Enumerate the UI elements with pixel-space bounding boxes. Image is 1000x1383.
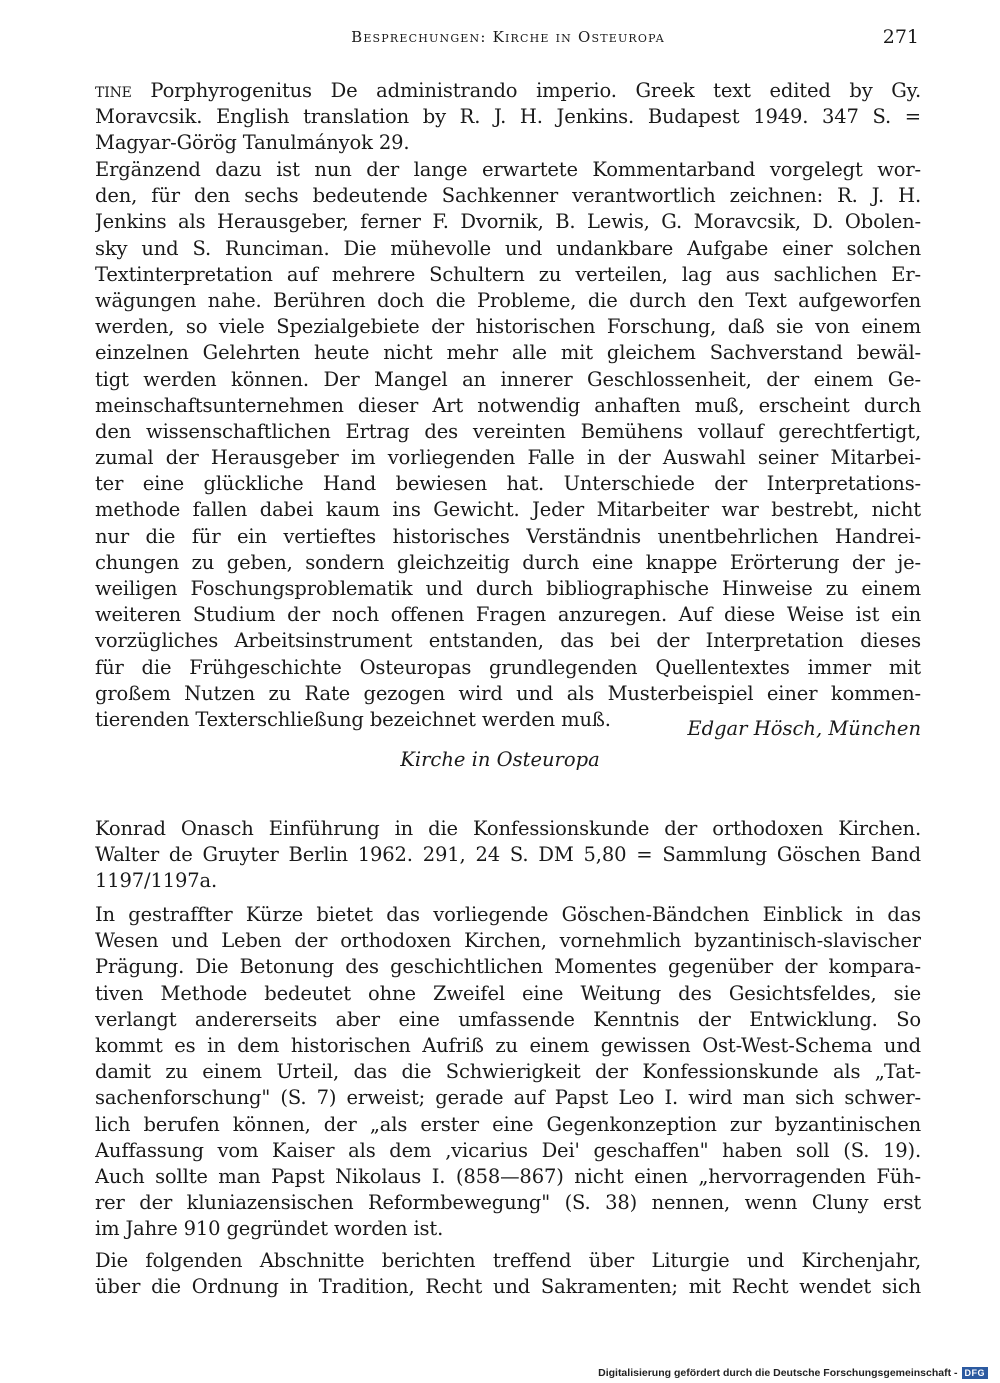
text-line: Auffassung vom Kaiser als dem ‚vicarius Dei' geschaffen" haben soll (S. 19). — [95, 1138, 921, 1162]
running-title: Besprechungen: Kirche in Osteuropa — [351, 28, 665, 46]
text-line: tiven Methode bedeutet ohne Zweifel eine Weitung des Gesichtsfeldes, sie — [95, 981, 921, 1005]
text-line: zumal der Herausgeber im vorliegenden Falle in der Auswahl seiner Mitarbei- — [95, 446, 921, 470]
footer-text: Digitalisierung gefördert durch die Deutsche Forschungsgemeinschaft - — [598, 1367, 958, 1379]
text-line: Ergänzend dazu ist nun der lange erwartete Kommentarband vorgelegt wor- — [95, 158, 921, 181]
text-line: In gestraffter Kürze bietet das vorliegende Göschen-Bändchen Einblick in das — [95, 903, 921, 926]
text-line: damit zu einem Urteil, das die Schwierigkeit der Konfessionskunde als „Tat- — [95, 1060, 921, 1084]
text-line: verlangt andererseits aber eine umfassende Kenntnis der Entwicklung. So — [95, 1007, 921, 1031]
citation-line — [95, 78, 921, 104]
review2-body-continued — [95, 1248, 921, 1300]
text-line: methode fallen dabei kaum ins Gewicht. Jeder Mitarbeiter war bestrebt, nicht — [95, 498, 921, 522]
text-line: einzelnen Gelehrten heute nicht mehr alle mit gleichem Sachverstand bewäl- — [95, 341, 921, 365]
running-header — [95, 28, 921, 52]
citation-line: Moravcsik. English translation by R. J. H. Jenkins. Budapest 1949. 347 S. = — [95, 105, 921, 129]
text-line: Konrad Onasch Einführung in die Konfessionskunde der orthodoxen Kirchen. — [95, 817, 921, 840]
text-line: lich berufen können, der „als erster eine Gegenkonzeption zur byzantinischen — [95, 1112, 921, 1136]
citation-line: Magyar-Görög Tanulmányok 29. — [95, 131, 410, 155]
review2-body — [95, 902, 921, 1242]
text-line: im Jahre 910 gegründet worden ist. — [95, 1217, 444, 1241]
text-line: tigt werden können. Der Mangel an innerer Geschlossenheit, der einem Ge- — [95, 367, 921, 391]
review1-citation — [95, 78, 921, 157]
text-line: 1197/1197a. — [95, 869, 217, 893]
text-line: sachenforschung" (S. 7) erweist; gerade auf Papst Leo I. wird man sich schwer- — [95, 1086, 921, 1110]
text-line: Auch sollte man Papst Nikolaus I. (858—867) nicht einen „hervorragenden Füh- — [95, 1164, 921, 1188]
text-line: großem Nutzen zu Rate gezogen wird und als Musterbeispiel einer kommen- — [95, 681, 921, 705]
text-line: werden, so viele Spezialgebiete der historischen Forschung, daß sie von einem — [95, 315, 921, 339]
text-line: Textinterpretation auf mehrere Schultern zu verteilen, lag aus sachlichen Er- — [95, 262, 921, 286]
text-line: vorzügliches Arbeitsinstrument entstanden, das bei der Interpretation dieses — [95, 629, 921, 653]
text-line: weiteren Studium der noch offenen Fragen anzuregen. Auf diese Weise ist ein — [95, 603, 921, 627]
page-footer — [598, 1367, 988, 1379]
text-line: den, für den sechs bedeutende Sachkenner verantwortlich zeichnen: R. J. H. — [95, 184, 921, 208]
text-line: kommt es in dem historischen Aufriß zu einem gewissen Ost-West-Schema und — [95, 1033, 921, 1057]
text-line: Jenkins als Herausgeber, ferner F. Dvornik, B. Lewis, G. Moravcsik, D. Obolen- — [95, 210, 921, 234]
reviewer-signature: Edgar Hösch, München — [687, 717, 921, 740]
section-title: Kirche in Osteuropa — [400, 748, 600, 771]
text-line: wägungen nahe. Berühren doch die Probleme, die durch den Text aufgeworfen — [95, 288, 921, 312]
text-line: Prägung. Die Betonung des geschichtlichen Momentes gegenüber der kompara- — [95, 955, 921, 979]
text-line: ter eine glückliche Hand bewiesen hat. Unterschiede der Interpretations- — [95, 472, 921, 496]
text-line: für die Frühgeschichte Osteuropas grundlegenden Quellentextes immer mit — [95, 655, 921, 679]
text-line: sky und S. Runciman. Die mühevolle und undankbare Aufgabe einer solchen — [95, 236, 921, 260]
text-line: Die folgenden Abschnitte berichten treffend über Liturgie und Kirchenjahr, — [95, 1249, 921, 1272]
text-line: nur die für ein vertieftes historisches Verständnis unentbehrlichen Handrei- — [95, 524, 921, 548]
review2-citation — [95, 816, 921, 895]
text-line: Walter de Gruyter Berlin 1962. 291, 24 S. DM 5,80 = Sammlung Göschen Band — [95, 843, 921, 867]
citation-author: tine — [95, 79, 132, 102]
review1-body — [95, 157, 921, 733]
text-line: Wesen und Leben der orthodoxen Kirchen, vornehmlich byzantinisch-slavischer — [95, 929, 921, 953]
text-line: den wissenschaftlichen Ertrag des vereinten Bemühens vollauf gerechtfertigt, — [95, 419, 921, 443]
text-line: über die Ordnung in Tradition, Recht und Sakramenten; mit Recht wendet sich — [95, 1275, 921, 1299]
text-line: chungen zu geben, sondern gleichzeitig durch eine knappe Erörterung der je- — [95, 550, 921, 574]
page-number: 271 — [882, 26, 919, 48]
text-line: tierenden Texterschließung bezeichnet werden muß. — [95, 707, 611, 731]
text-line: weiligen Foschungsproblematik und durch bibliographische Hinweise zu einem — [95, 577, 921, 600]
text-line: meinschaftsunternehmen dieser Art notwendig anhaften muß, erscheint durch — [95, 393, 921, 417]
citation-text: Porphyrogenitus De administrando imperio. Greek text edited by Gy. — [131, 79, 921, 102]
dfg-logo: DFG — [962, 1367, 989, 1379]
text-line: rer der kluniazensischen Reformbewegung" (S. 38) nennen, wenn Cluny erst — [95, 1191, 921, 1215]
